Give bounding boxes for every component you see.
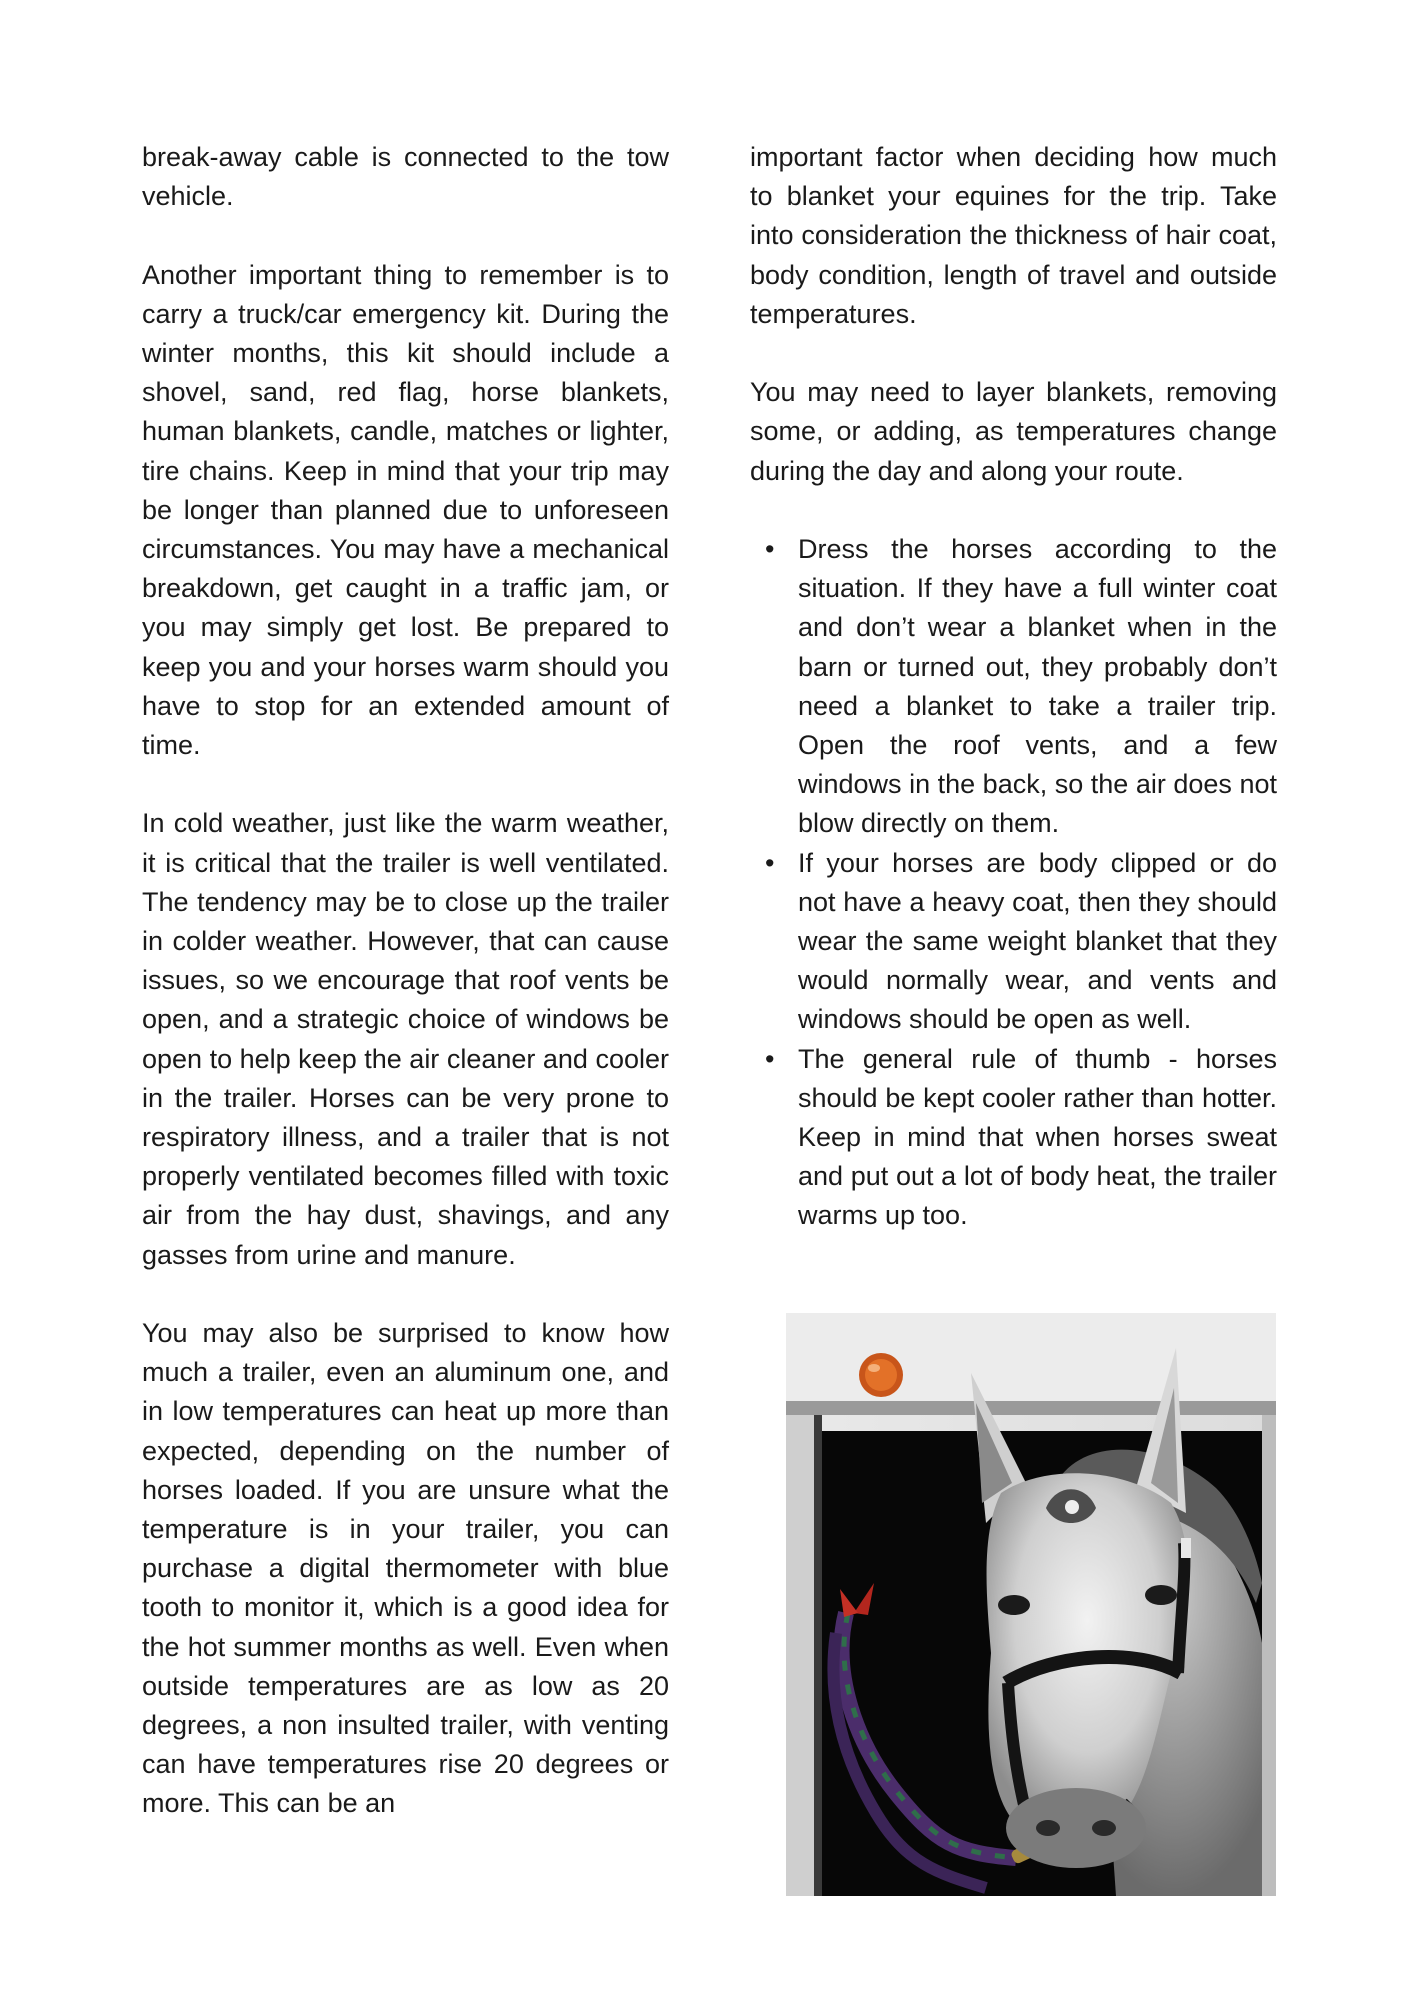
paragraph: important factor when deciding how much to blanket your equines for the trip. Take into consideration the thickness of hair coat, body condition, length of travel and outside temperatures.	[750, 142, 1277, 329]
left-column	[142, 138, 669, 1824]
bullet-icon: •	[765, 847, 775, 878]
horse-photo	[786, 1313, 1276, 1896]
paragraph: In cold weather, just like the warm weather, it is critical that the trailer is well ventilated. The tendency may be to close up the trailer in colder weather. However, that can cause issues, so we encourage that roof vents be open, and a strategic choice of windows be open to help keep the air cleaner and cooler in the trailer. Horses can be very prone to respiratory illness, and a trailer that is not properly ventilated becomes filled with toxic air from the hay dust, shavings, and any gasses from urine and manure.	[142, 808, 669, 1270]
list-item-text: The general rule of thumb - horses should be kept cooler rather than hotter. Keep in mind that when horses sweat and put out a lot of body heat, the trailer warms up too.	[798, 1043, 1277, 1231]
list-item	[765, 1040, 1277, 1236]
list-item-text: If your horses are body clipped or do not have a heavy coat, then they should wear the same weight blanket that they would normally wear, and vents and windows should be open as well.	[798, 847, 1277, 1035]
list-item-text: Dress the horses according to the situation. If they have a full winter coat and don’t wear a blanket when in the barn or turned out, they probably don’t need a blanket to take a trailer trip. Open the roof vents, and a few windows in the back, so the air does not blow directly on them.	[798, 534, 1277, 839]
paragraph: Another important thing to remember is to carry a truck/car emergency kit. During the winter months, this kit should include a shovel, sand, red flag, horse blankets, human blankets, candle, matches or lighter, tire chains. Keep in mind that your trip may be longer than planned due to unforeseen circumstances. You may have a mechanical breakdown, get caught in a traffic jam, or you may simply get lost. Be prepared to keep you and your horses warm should you have to stop for an extended amount of time.	[142, 259, 669, 761]
paragraph: break-away cable is connected to the tow vehicle.	[142, 142, 669, 212]
list-item	[765, 844, 1277, 1040]
bullet-icon: •	[765, 1043, 775, 1074]
paragraph: You may also be surprised to know how much a trailer, even an aluminum one, and in low temperatures can heat up more than expected, depending on the number of horses loaded. If you are unsure what the temperature is in your trailer, you can purchase a digital thermometer with blue tooth to monitor it, which is a good idea for the hot summer months as well. Even when outside temperatures are as low as 20 degrees, a non insulted trailer, with venting can have temperatures rise 20 degrees or more. This can be an	[142, 1318, 669, 1819]
bullet-list	[750, 530, 1277, 1236]
list-item	[765, 530, 1277, 844]
right-column	[750, 138, 1277, 1272]
bullet-icon: •	[765, 534, 775, 564]
paragraph: You may need to layer blankets, removing some, or adding, as temperatures change during the day and along your route.	[750, 377, 1277, 486]
